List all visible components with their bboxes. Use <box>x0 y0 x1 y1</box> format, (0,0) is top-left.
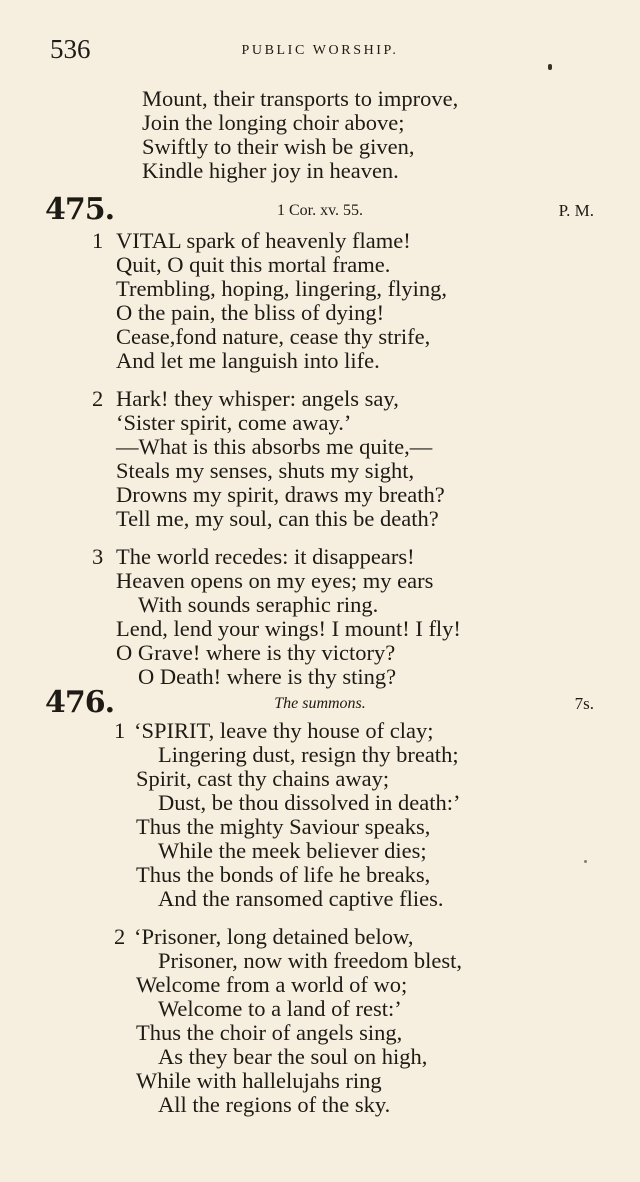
hymn-reference: The summons. <box>274 695 366 712</box>
verse-line: Quit, O quit this mortal frame. <box>116 252 391 277</box>
verse-line: Thus the mighty Saviour speaks, <box>136 814 431 839</box>
verse-number: 1 <box>92 228 104 253</box>
verse-line: Thus the choir of angels sing, <box>136 1020 403 1045</box>
verse-number: 3 <box>92 544 104 569</box>
verse-line: Welcome from a world of wo; <box>136 972 408 997</box>
verse-line: Mount, their transports to improve, <box>142 86 459 111</box>
verse-line: Swiftly to their wish be given, <box>142 134 415 159</box>
verse-line: Hark! they whisper: angels say, <box>116 386 399 411</box>
verse-line: Join the longing choir above; <box>142 110 405 135</box>
verse-line: The world recedes: it disappears! <box>116 544 415 569</box>
verse-line: Drowns my spirit, draws my breath? <box>116 482 445 507</box>
verse-line: Cease,fond nature, cease thy strife, <box>116 324 431 349</box>
verse-line: ‘SPIRIT, leave thy house of clay; <box>134 718 434 743</box>
hymn-number: 475. <box>45 192 115 227</box>
verse-line: As they bear the soul on high, <box>158 1044 428 1069</box>
ink-speck <box>584 860 587 863</box>
verse-line: O Death! where is thy sting? <box>138 664 397 689</box>
hymn-heading <box>0 685 640 720</box>
verse-line: Welcome to a land of rest:’ <box>158 996 402 1021</box>
verse-line: O the pain, the bliss of dying! <box>116 300 385 325</box>
verse-line: Prisoner, now with freedom blest, <box>158 948 463 973</box>
page-number: 536 <box>50 34 91 64</box>
verse-line: Dust, be thou dissolved in death:’ <box>158 790 461 815</box>
verse-line: And the ransomed captive flies. <box>158 886 444 911</box>
verse-line: Heaven opens on my eyes; my ears <box>116 568 434 593</box>
verse-line: With sounds seraphic ring. <box>138 592 379 617</box>
verse-line: Trembling, hoping, lingering, flying, <box>116 276 448 301</box>
verse-line: —What is this absorbs me quite,— <box>116 434 433 459</box>
hymn-meter: P. M. <box>558 201 594 220</box>
verse-line: Steals my senses, shuts my sight, <box>116 458 415 483</box>
verse-line: And let me languish into life. <box>116 348 380 373</box>
page-header <box>0 34 640 68</box>
verse-line: While the meek believer dies; <box>158 838 427 863</box>
running-title: PUBLIC WORSHIP. <box>241 43 399 58</box>
verse-number: 1 <box>114 718 126 743</box>
verse-line: Thus the bonds of life he breaks, <box>136 862 431 887</box>
verse-line: Kindle higher joy in heaven. <box>142 158 399 183</box>
hymn-heading <box>0 192 640 227</box>
verse-line: ‘Sister spirit, come away.’ <box>116 410 352 435</box>
hymn-number: 476. <box>45 685 115 720</box>
verse-line: O Grave! where is thy victory? <box>116 640 396 665</box>
hymn-meter: 7s. <box>574 694 594 713</box>
hymn-reference: 1 Cor. xv. 55. <box>276 202 364 219</box>
verse-line: Lingering dust, resign thy breath; <box>158 742 459 767</box>
verse-number: 2 <box>114 924 126 949</box>
verse-line: Tell me, my soul, can this be death? <box>116 506 439 531</box>
verse-line: VITAL spark of heavenly flame! <box>116 228 411 253</box>
verse-line: All the regions of the sky. <box>158 1092 391 1117</box>
ink-speck <box>548 64 552 70</box>
verse-line: Spirit, cast thy chains away; <box>136 766 390 791</box>
verse-number: 2 <box>92 386 104 411</box>
verse-line: Lend, lend your wings! I mount! I fly! <box>116 616 461 641</box>
verse-line: While with hallelujahs ring <box>136 1068 382 1093</box>
verse-line: ‘Prisoner, long detained below, <box>134 924 414 949</box>
